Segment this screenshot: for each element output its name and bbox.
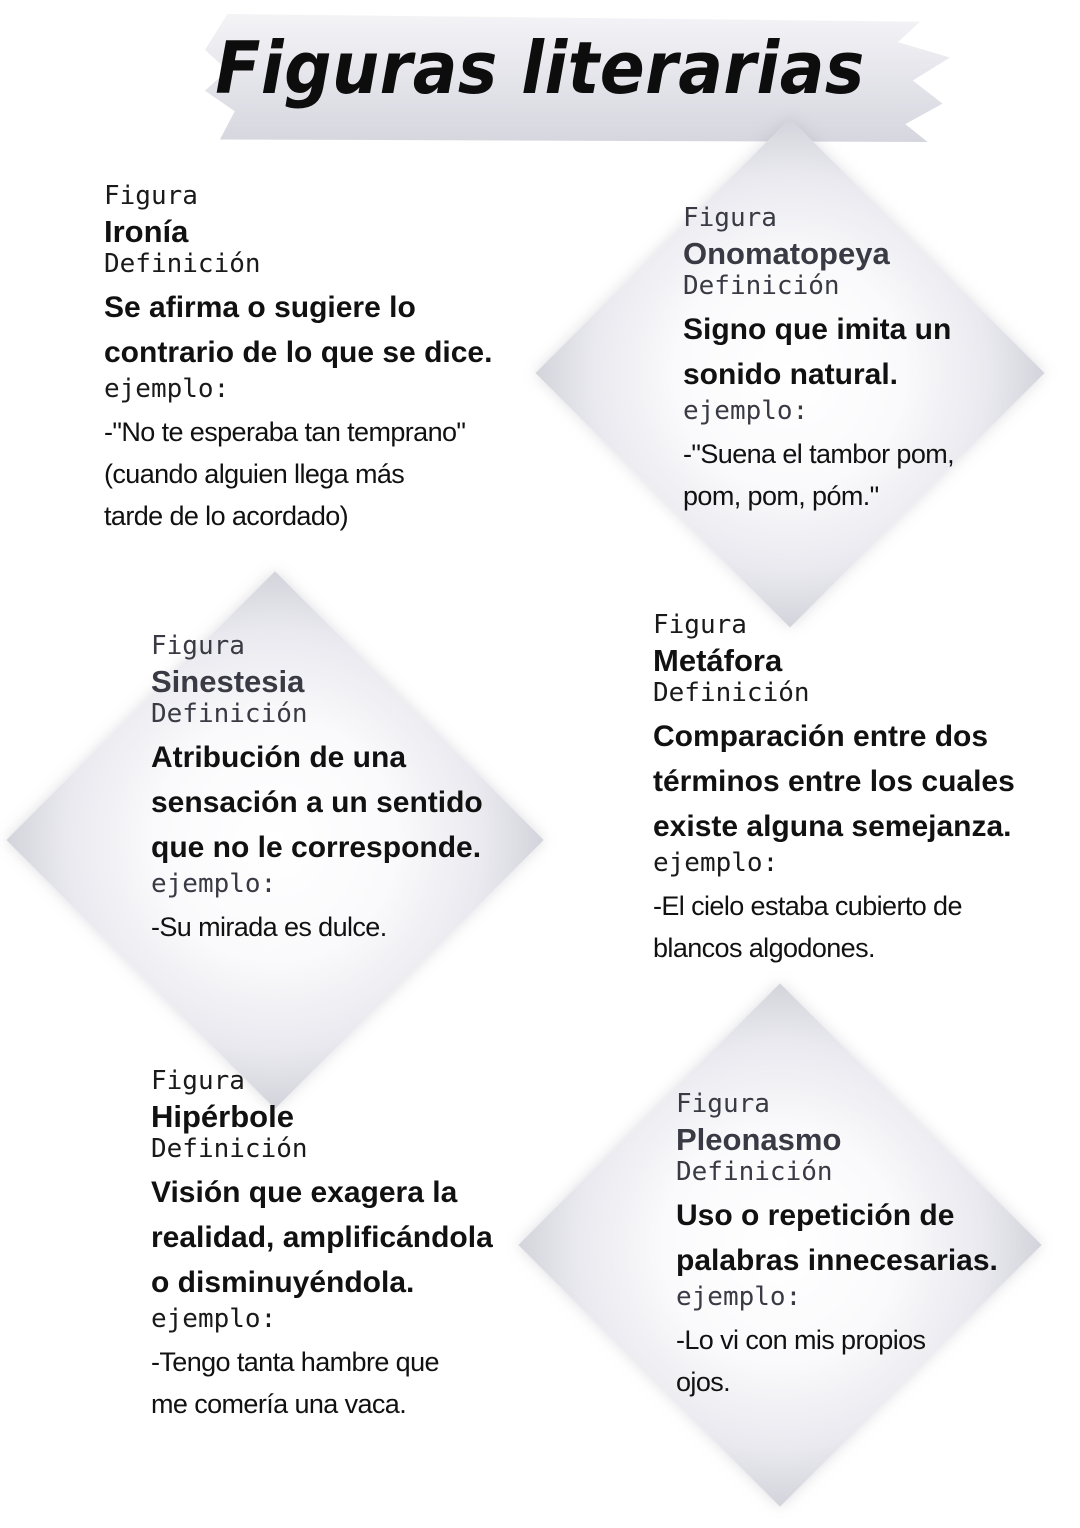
example-line: -El cielo estaba cubierto de (653, 890, 962, 921)
example-line: (cuando alguien llega más (104, 458, 405, 489)
definition-line: o disminuyéndola. (151, 1266, 415, 1300)
definition-line: Comparación entre dos (653, 720, 989, 754)
definition-line: Uso o repetición de (676, 1199, 955, 1233)
example-line: tarde de lo acordado) (104, 501, 349, 532)
definition-line: sonido natural. (683, 358, 899, 392)
figura-label: Figura (653, 610, 747, 640)
definition-line: palabras innecesarias. (676, 1244, 998, 1278)
figure-name: Ironía (104, 214, 189, 250)
figura-label: Figura (104, 181, 198, 211)
definition-line: Se afirma o sugiere lo (104, 291, 416, 325)
ejemplo-label: ejemplo: (653, 848, 779, 879)
ejemplo-label: ejemplo: (151, 869, 277, 900)
page-title: Figuras literarias (215, 26, 865, 110)
definition-line: contrario de lo que se dice. (104, 336, 493, 370)
ejemplo-label: ejemplo: (683, 396, 809, 427)
figure-name: Metáfora (653, 643, 783, 679)
definition-line: Visión que exagera la (151, 1176, 458, 1210)
figure-card-pleonasmo (676, 1090, 998, 1403)
definicion-label: Definición (151, 699, 308, 730)
definition-line: que no le corresponde. (151, 831, 482, 865)
example-line: pom, pom, póm." (683, 480, 879, 511)
definition-line: realidad, amplificándola (151, 1221, 493, 1255)
figure-name: Hipérbole (151, 1099, 294, 1135)
definition-line: existe alguna semejanza. (653, 810, 1012, 844)
definition-line: términos entre los cuales (653, 765, 1015, 799)
ejemplo-label: ejemplo: (676, 1282, 802, 1313)
definicion-label: Definición (683, 271, 840, 302)
figura-label: Figura (683, 203, 777, 233)
figure-name: Pleonasmo (676, 1122, 842, 1158)
figure-card-sinestesia (151, 632, 483, 948)
definicion-label: Definición (151, 1134, 308, 1165)
figure-card-metafora (653, 611, 1015, 969)
example-line: -"No te esperaba tan temprano" (104, 416, 466, 447)
definicion-label: Definición (653, 678, 810, 709)
definition-line: Atribución de una (151, 741, 406, 775)
definicion-label: Definición (676, 1157, 833, 1188)
definicion-label: Definición (104, 249, 261, 280)
figura-label: Figura (151, 631, 245, 661)
ejemplo-label: ejemplo: (151, 1304, 277, 1335)
example-line: ojos. (676, 1366, 731, 1397)
example-line: -Tengo tanta hambre que (151, 1346, 439, 1377)
example-line: -"Suena el tambor pom, (683, 438, 955, 469)
example-line: -Lo vi con mis propios (676, 1324, 926, 1355)
figura-label: Figura (151, 1066, 245, 1096)
definition-line: sensación a un sentido (151, 786, 483, 820)
figure-card-hiperbole (151, 1067, 493, 1425)
figure-name: Sinestesia (151, 664, 305, 700)
figure-card-onomatopeya (683, 204, 954, 517)
definition-line: Signo que imita un (683, 313, 952, 347)
figura-label: Figura (676, 1089, 770, 1119)
example-line: blancos algodones. (653, 932, 875, 963)
figure-name: Onomatopeya (683, 236, 890, 272)
ejemplo-label: ejemplo: (104, 374, 230, 405)
example-line: me comería una vaca. (151, 1388, 407, 1419)
example-line: -Su mirada es dulce. (151, 911, 387, 942)
figure-card-ironia (104, 182, 492, 538)
